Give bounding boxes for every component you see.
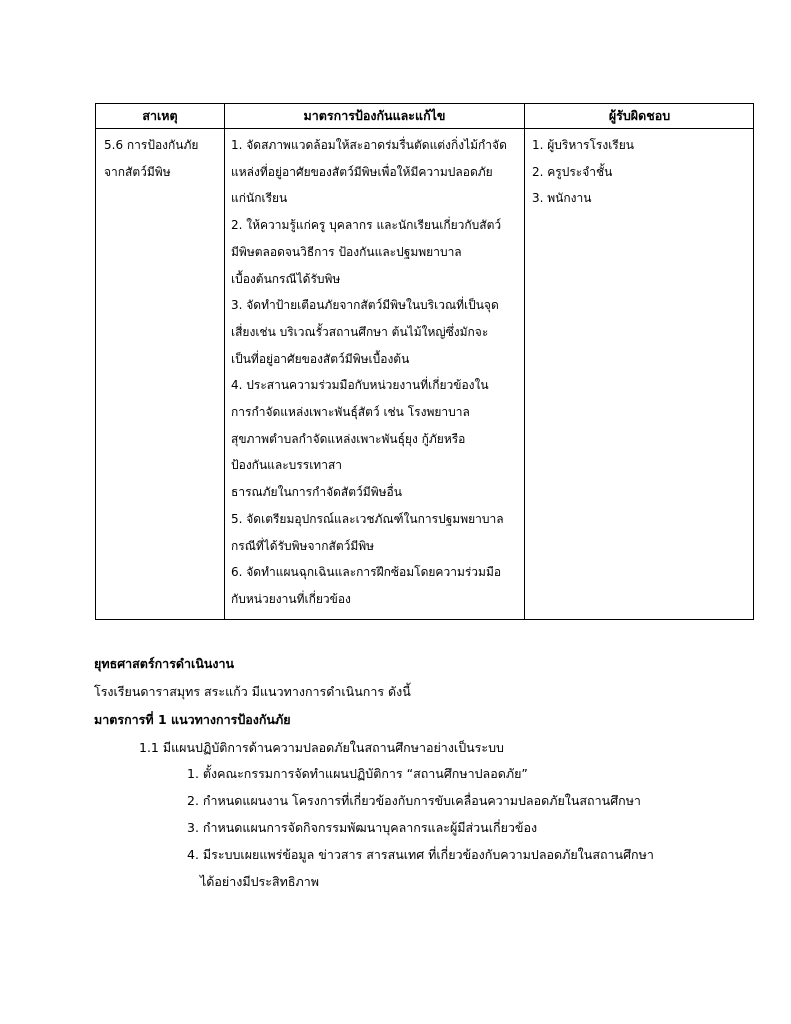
measure-line: ป้องกันและบรรเทาสา (231, 458, 343, 473)
measure-line: เบื้องต้นกรณีได้รับพิษ (231, 271, 341, 286)
measure-line: เป็นที่อยู่อาศัยของสัตว์มีพิษเบื้องต้น (231, 351, 410, 366)
measure-line: 6. จัดทำแผนฉุกเฉินและการฝึกซ้อมโดยความร่วมมือ (231, 565, 502, 580)
cause-line: จากสัตว์มีพิษ (104, 164, 171, 179)
header-divider (96, 128, 753, 129)
measure-line: แก่นักเรียน (231, 191, 288, 206)
measure-line: มีพิษตลอดจนวิธีการ ป้องกันและปฐมพยาบาล (231, 244, 462, 259)
strategy-item: 3. กำหนดแผนการจัดกิจกรรมพัฒนาบุคลากรและผู้มีส่วนเกี่ยวข้อง (187, 820, 538, 835)
header-cause: สาเหตุ (142, 108, 178, 123)
measure-line: ธารณภัยในการกำจัดสัตว์มีพิษอื่น (231, 485, 402, 500)
measure-line: เสี่ยงเช่น บริเวณรั้วสถานศึกษา ต้นไม้ใหญ่ซึ่งมักจะ (231, 324, 489, 339)
strategy-item: 1. ตั้งคณะกรรมการจัดทำแผนปฏิบัติการ “สถานศึกษาปลอดภัย” (187, 766, 528, 781)
strategy-item: 2. กำหนดแผนงาน โครงการที่เกี่ยวข้องกับการขับเคลื่อนความปลอดภัยในสถานศึกษา (187, 793, 641, 808)
measure-line: 2. ให้ความรู้แก่ครู บุคลากร และนักเรียนเกี่ยวกับสัตว์ (231, 218, 502, 233)
measure-heading: มาตรการที่ 1 แนวทางการป้องกันภัย (94, 712, 291, 727)
strategy-item-continuation: ได้อย่างมีประสิทธิภาพ (200, 874, 319, 889)
measure-line: กับหน่วยงานที่เกี่ยวข้อง (231, 591, 351, 606)
measure-line: 4. ประสานความร่วมมือกับหน่วยงานที่เกี่ยวข้องใน (231, 378, 489, 393)
cause-line: 5.6 การป้องกันภัย (104, 138, 199, 152)
safety-measures-table (95, 103, 754, 620)
responsible-line: 1. ผู้บริหารโรงเรียน (532, 138, 634, 152)
header-responsible: ผู้รับผิดชอบ (608, 108, 671, 123)
header-measures: มาตรการป้องกันและแก้ไข (303, 108, 446, 123)
subsection-title: 1.1 มีแผนปฏิบัติการด้านความปลอดภัยในสถานศึกษาอย่างเป็นระบบ (139, 740, 504, 755)
measure-line: แหล่งที่อยู่อาศัยของสัตว์มีพิษเพื่อให้มีความปลอดภัย (231, 164, 493, 179)
column-divider (224, 104, 225, 619)
strategy-heading: ยุทธศาสตร์การดำเนินงาน (94, 656, 235, 671)
measure-line: สุขภาพตำบลกำจัดแหล่งเพาะพันธุ์ยุง กู้ภัยหรือ (231, 431, 466, 446)
measure-line: 5. จัดเตรียมอุปกรณ์และเวชภัณฑ์ในการปฐมพยาบาล (231, 511, 504, 526)
strategy-item: 4. มีระบบเผยแพร่ข้อมูล ข่าวสาร สารสนเทศ ที่เกี่ยวข้องกับความปลอดภัยในสถานศึกษา (187, 847, 654, 862)
measure-line: 3. จัดทำป้ายเตือนภัยจากสัตว์มีพิษในบริเวณที่เป็นจุด (231, 298, 499, 313)
measure-line: 1. จัดสภาพแวดล้อมให้สะอาดร่มรื่นตัดแต่งกิ่งไม้กำจัด (231, 138, 507, 152)
responsible-line: 2. ครูประจำชั้น (532, 164, 613, 179)
column-divider (524, 104, 525, 619)
strategy-intro: โรงเรียนดาราสมุทร สระแก้ว มีแนวทางการดำเนินการ ดังนี้ (94, 684, 411, 699)
responsible-line: 3. พนักงาน (532, 191, 592, 206)
measure-line: การกำจัดแหล่งเพาะพันธุ์สัตว์ เช่น โรงพยาบาล (231, 405, 470, 419)
measure-line: กรณีที่ได้รับพิษจากสัตว์มีพิษ (231, 538, 375, 553)
